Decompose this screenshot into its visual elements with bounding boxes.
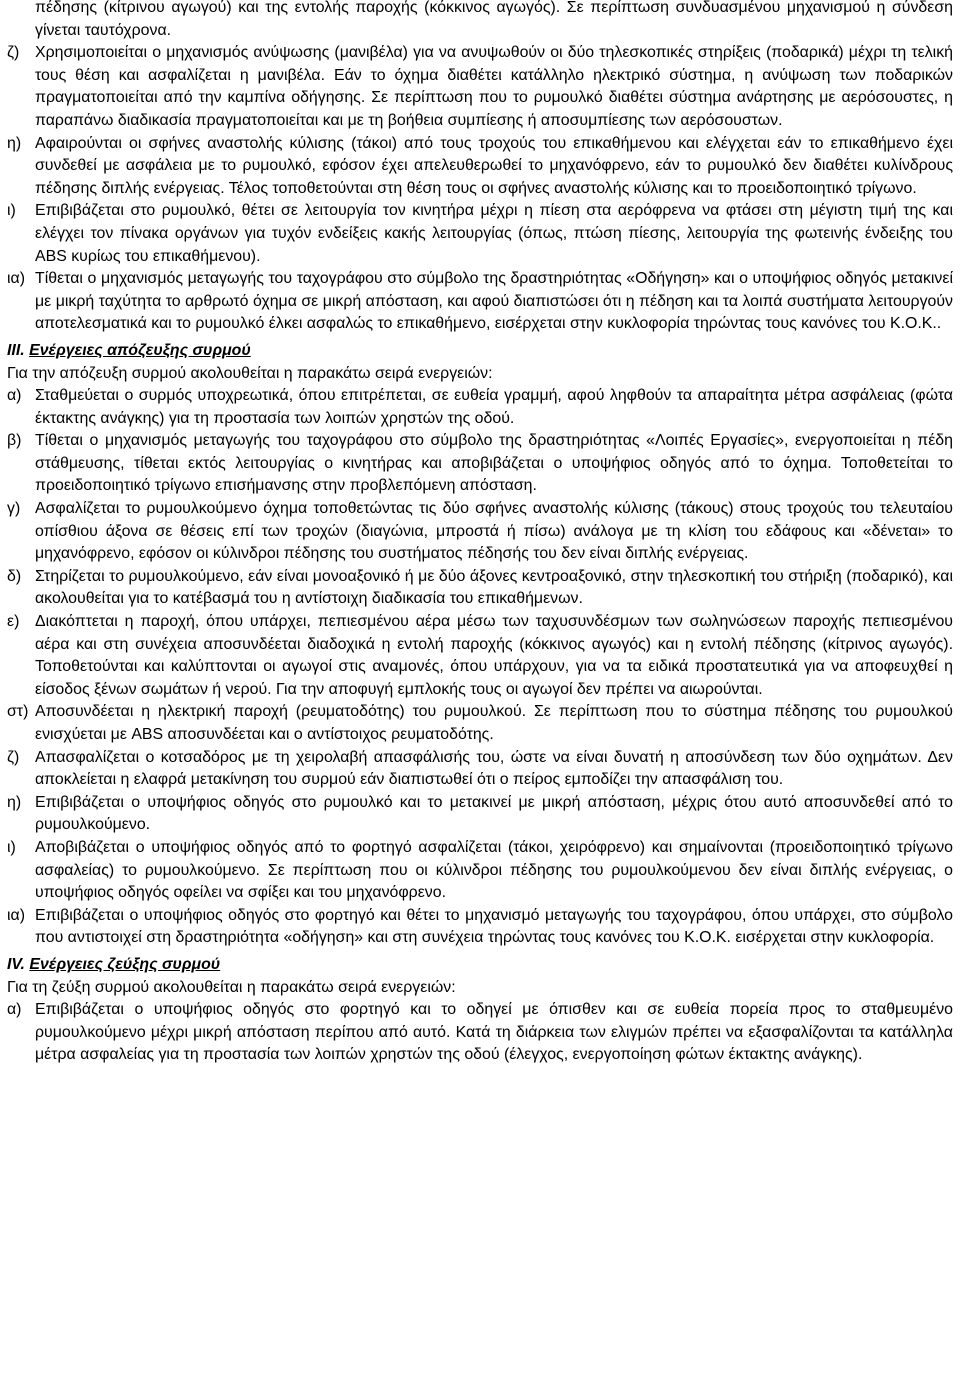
list-marker: η) <box>7 134 22 152</box>
list-item <box>7 133 953 201</box>
list-item <box>7 200 953 268</box>
list-text: Χρησιμοποιείται ο μηχανισμός ανύψωσης (μανιβέλα) για να ανυψωθούν οι δύο τηλεσκοπικές στηρίξεις (ποδαρικά) μέχρι τη τελική τους θέση και ασφαλίζεται η μανιβέλα. Εάν το όχημα διαθέτει κατάλληλο ηλεκτρικό σύστημα, η ανύψωση των ποδαρικών πραγματοποιείται από την καμπίνα οδήγησης. Σε περίπτωση που το ρυμουλκό διαθέτει σύστημα ανάρτησης με αερόσουστες, η παραπάνω διαδικασία πραγματοποιείται και με τη βοήθεια συμπίεσης ή αποσυμπίεσης των αερόσουστων. <box>35 44 953 129</box>
list-text: Αποσυνδέεται η ηλεκτρική παροχή (ρευματοδότης) του ρυμουλκού. Σε περίπτωση που το σύστημα πέδησης του ρυμουλκού ενισχύεται με ABS αποσυνδέεται και ο αντίστοιχος ρευματοδότης. <box>35 703 953 743</box>
list-text: Επιβιβάζεται στο ρυμουλκό, θέτει σε λειτουργία τον κινητήρα μέχρι η πίεση στα αερόφρενα να φτάσει στη μέγιστη τιμή της και ελέγχει τον πίνακα οργάνων για τυχόν ενδείξεις κακής λειτουργίας (όπως, πτώση πίεσης, λειτουργία της φωτεινής ένδειξης του ABS κυρίως του επικαθήμενου). <box>35 202 953 265</box>
list-item <box>7 837 953 905</box>
list-item <box>7 611 953 701</box>
section-intro: Για την απόζευξη συρμού ακολουθείται η παρακάτω σειρά ενεργειών: <box>7 364 493 382</box>
list-marker: γ) <box>7 500 21 518</box>
list-item <box>7 42 953 132</box>
list-text: Τίθεται ο μηχανισμός μεταγωγής του ταχογράφου στο σύμβολο της δραστηριότητας «Λοιπές Εργασίες», ενεργοποιείται η πέδη στάθμευσης, τίθεται εκτός λειτουργίας ο κινητήρας και αποβιβάζεται ο υποψήφιος οδηγός από το όχημα. Τοποθετείται το προειδοποιητικό τρίγωνο επισήμανσης στην προβλεπόμενη απόσταση. <box>35 432 953 495</box>
list-text: Επιβιβάζεται ο υποψήφιος οδηγός στο φορτηγό και θέτει το μηχανισμό μεταγωγής του ταχογράφου, όπου υπάρχει, στο σύμβολο που αντιστοιχεί στη δραστηριότητα «οδήγηση» και στη συνέχεια τηρώντας τους κανόνες του Κ.Ο.Κ. εισέρχεται στην κυκλοφορία. <box>35 906 953 947</box>
section-heading-4 <box>7 954 953 977</box>
list-marker: στ) <box>7 703 29 721</box>
list-marker: ι) <box>7 838 16 856</box>
list-item <box>7 268 953 336</box>
section-number: ΙΙΙ. <box>7 341 25 359</box>
list-text: Αποβιβάζεται ο υποψήφιος οδηγός από το φορτηγό ασφαλίζεται (τάκοι, χειρόφρενο) και σημαίνονται (προειδοποιητικό τρίγωνο ασφαλείας) το ρυμουλκούμενο. Σε περίπτωση που οι κύλινδροι πέδησης του ρυμουλκούμενου δεν είναι διπλής ενέργειας, ο υποψήφιος οδηγός οφείλει να σφίξει και του μηχανόφρενο. <box>35 838 953 902</box>
list-text: Τίθεται ο μηχανισμός μεταγωγής του ταχογράφου στο σύμβολο της δραστηριότητας «Οδήγηση» και ο υποψήφιος οδηγός μετακινεί με μικρή ταχύτητα το αρθρωτό όχημα σε μικρή απόσταση, και αφού διαπιστώσει ότι η πέδηση και τα λοιπά συστήματα λειτουργούν αποτελεσματικά και το ρυμουλκό έλκει ασφαλώς το επικαθήμενο, εισέρχεται στην κυκλοφορία τηρώντας τους κανόνες του Κ.Ο.Κ.. <box>35 270 953 333</box>
list-text: Απασφαλίζεται ο κοτσαδόρος με τη χειρολαβή απασφάλισής του, ώστε να είναι δυνατή η αποσύνδεση των δύο οχημάτων. Δεν αποκλείεται η ελαφρά μετακίνηση του συρμού εάν διαπιστωθεί ότι ο πείρος εμποδίζει την απασφάλιση του. <box>35 748 953 789</box>
list-item <box>7 747 953 792</box>
list-text: Επιβιβάζεται ο υποψήφιος οδηγός στο ρυμουλκό και το μετακινεί με μικρή απόσταση, μέχρις ότου αυτό αποσυνδεθεί από το ρυμουλκούμενο. <box>35 793 953 834</box>
list-item <box>7 566 953 611</box>
list-item <box>7 385 953 430</box>
section-number: IV. <box>7 955 25 973</box>
list-item <box>7 701 953 746</box>
list-marker: ζ) <box>7 748 20 766</box>
list-marker: α) <box>7 387 22 405</box>
list-marker: ι) <box>7 202 16 220</box>
list-item <box>7 792 953 837</box>
list-item <box>7 905 953 950</box>
list-text: Ασφαλίζεται το ρυμουλκούμενο όχημα τοποθετώντας τις δύο σφήνες αναστολής κύλισης (τάκους) στους τροχούς του τελευταίου οπίσθιου άξονα σε θέσεις επί των τροχών (διαγώνια, μπροστά ή πίσω) ανάλογα με τη κλίση του εδάφους και «δένεται» το μηχανόφρενο, εφόσον οι κύλινδροι πέδησης του συστήματος πέδησής του δεν είναι διπλής ενέργειας. <box>35 500 953 563</box>
section-title: Ενέργειες απόζευξης συρμού <box>29 341 251 359</box>
list-text: Επιβιβάζεται ο υποψήφιος οδηγός στο φορτηγό και το οδηγεί με όπισθεν και σε ευθεία πορεία προς το σταθμευμένο ρυμουλκούμενο μέχρι μικρή απόσταση περίπου από αυτό. Κατά τη διάρκεια των ελιγμών πρέπει να εξασφαλίζονται τα κατάλληλα μέτρα ασφαλείας για τη προστασία των λοιπών χρηστών της οδού (έλεγχος, ενεργοποίηση φώτων έκτακτης ανάγκης). <box>35 1001 953 1064</box>
list-text: Σταθμεύεται ο συρμός υποχρεωτικά, όπου επιτρέπεται, σε ευθεία γραμμή, αφού ληφθούν τα απαραίτητα μέτρα ασφάλειας (φώτα έκτακτης ανάγκης) για τη προστασία των λοιπών χρηστών της οδού. <box>35 387 953 427</box>
list-marker: ια) <box>7 906 26 924</box>
list-item <box>7 999 953 1067</box>
list-marker: δ) <box>7 567 22 585</box>
list-item <box>7 430 953 498</box>
list-marker: η) <box>7 793 22 811</box>
list-marker: ζ) <box>7 44 20 62</box>
section-intro: Για τη ζεύξη συρμού ακολουθείται η παρακάτω σειρά ενεργειών: <box>7 978 456 996</box>
list-item <box>7 498 953 566</box>
list-text: Στηρίζεται το ρυμουλκούμενο, εάν είναι μονοαξονικό ή με δύο άξονες κεντροαξονικό, στην τηλεσκοπική του στήριξη (ποδαρικό), και ακολουθείται για το κατέβασμά του η αντίστοιχη διαδικασία του επικαθήμενων. <box>35 567 953 608</box>
list-marker: ια) <box>7 270 26 288</box>
list-text: Αφαιρούνται οι σφήνες αναστολής κύλισης (τάκοι) από τους τροχούς του επικαθήμενου και ελέγχεται εάν το επικαθήμενο έχει συνδεθεί με ασφάλεια με το ρυμουλκό, εφόσον έχει απελευθερωθεί το μηχανόφρενο, εάν το ρυμουλκό δεν διαθέτει κυλίνδρους πέδησης διπλής ενέργειας. Τέλος τοποθετούνται στη θέση τους οι σφήνες αναστολής κύλισης και το προειδοποιητικό τρίγωνο. <box>35 134 953 197</box>
section-heading-3 <box>7 340 953 363</box>
continuation-paragraph: πέδησης (κίτρινου αγωγού) και της εντολής παροχής (κόκκινος αγωγός). Σε περίπτωση συνδυασμένου μηχανισμού η σύνδεση γίνεται ταυτόχρονα. <box>35 0 953 39</box>
list-text: Διακόπτεται η παροχή, όπου υπάρχει, πεπιεσμένου αέρα μέσω των ταχυσυνδέσμων των σωληνώσεων παροχής πεπιεσμένου αέρα και στη συνέχεια αποσυνδέεται διαδοχικά η εντολή παροχής (κόκκινος αγωγός) και η εντολή πέδησης (κίτρινος αγωγός). Τοποθετούνται και καλύπτονται οι αγωγοί στις αναμονές, όπου υπάρχουν, για να τα ειδικά προστατευτικά για να αποφευχθεί η είσοδος ξένων σωμάτων ή νερού. Για την αποφυγή εμπλοκής τους οι αγωγοί δεν πρέπει να αιωρούνται. <box>35 613 953 698</box>
list-marker: ε) <box>7 613 20 631</box>
section-title: Ενέργειες ζεύξης συρμού <box>29 955 221 973</box>
list-marker: α) <box>7 1001 22 1019</box>
list-marker: β) <box>7 432 22 450</box>
